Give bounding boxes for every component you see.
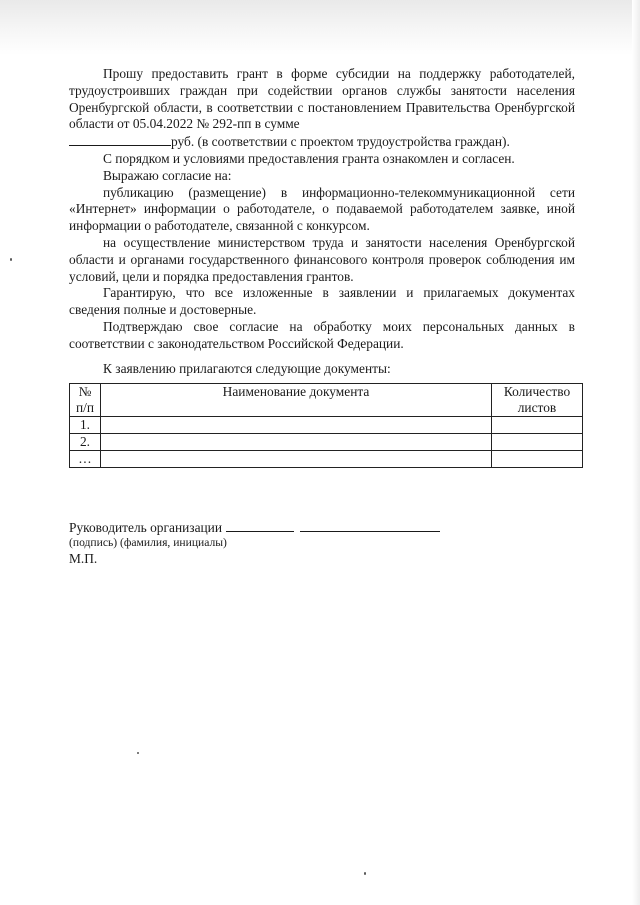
scan-speck bbox=[137, 752, 139, 754]
terms-agreement: С порядком и условиями предоставления гранта ознакомлен и согласен. bbox=[103, 150, 515, 166]
signature-line bbox=[69, 519, 440, 536]
consent-heading: Выражаю согласие на: bbox=[103, 167, 232, 183]
row-number: 2. bbox=[70, 434, 101, 451]
scan-edge bbox=[632, 0, 640, 905]
table-header-row bbox=[70, 384, 583, 417]
personal-data-consent: Подтверждаю свое согласие на обработку моих персональных данных в соответствии с законодательством Российской Федерации. bbox=[69, 318, 575, 351]
header-document-name: Наименование документа bbox=[101, 384, 492, 417]
application-body bbox=[69, 66, 575, 468]
row-document-name bbox=[101, 434, 492, 451]
grant-request-text: Прошу предоставить грант в форме субсидии на поддержку работодателей, трудоустроивших граждан при содействии органов службы занятости населения Оренбургской области, в соответствии с постановлением Правительства Оренбургской области от 05.04.2022 № 292-пп в сумме bbox=[69, 66, 575, 132]
header-sheet-count: Количество листов bbox=[492, 384, 583, 417]
guarantee-statement: Гарантирую, что все изложенные в заявлении и прилагаемых документах сведения полные и достоверные. bbox=[69, 285, 575, 318]
attachments-intro: К заявлению прилагаются следующие документы: bbox=[103, 360, 391, 376]
table-row bbox=[70, 451, 583, 468]
signatory-title: Руководитель организации bbox=[69, 520, 223, 535]
consent-inspection: на осуществление министерством труда и занятости населения Оренбургской области и органами государственного финансового контроля проверок соблюдения им условий, цели и порядка предоставления грантов. bbox=[69, 234, 575, 284]
amount-suffix: руб. (в соответствии с проектом трудоустройства граждан). bbox=[171, 134, 510, 150]
name-blank bbox=[300, 519, 440, 532]
signature-hint: (подпись) (фамилия, инициалы) bbox=[69, 536, 227, 549]
row-document-name bbox=[101, 451, 492, 468]
table-row bbox=[70, 434, 583, 451]
row-sheet-count bbox=[492, 417, 583, 434]
signature-block bbox=[69, 519, 440, 567]
scan-speck bbox=[10, 258, 12, 261]
signature-blank bbox=[226, 519, 294, 532]
row-sheet-count bbox=[492, 434, 583, 451]
scan-speck bbox=[364, 872, 366, 875]
grant-request-paragraph bbox=[69, 66, 575, 151]
header-number: № п/п bbox=[70, 384, 101, 417]
row-number: … bbox=[70, 451, 101, 468]
attachments-table bbox=[69, 383, 583, 468]
consent-publication: публикацию (размещение) в информационно-телекоммуникационной сети «Интернет» информации о работодателе, о подаваемой работодателем заявке, иной информации о работодателе, связанной с конкурсом. bbox=[69, 184, 575, 234]
table-row bbox=[70, 417, 583, 434]
row-number: 1. bbox=[70, 417, 101, 434]
amount-blank bbox=[69, 133, 171, 146]
row-document-name bbox=[101, 417, 492, 434]
row-sheet-count bbox=[492, 451, 583, 468]
stamp-place: М.П. bbox=[69, 551, 98, 566]
